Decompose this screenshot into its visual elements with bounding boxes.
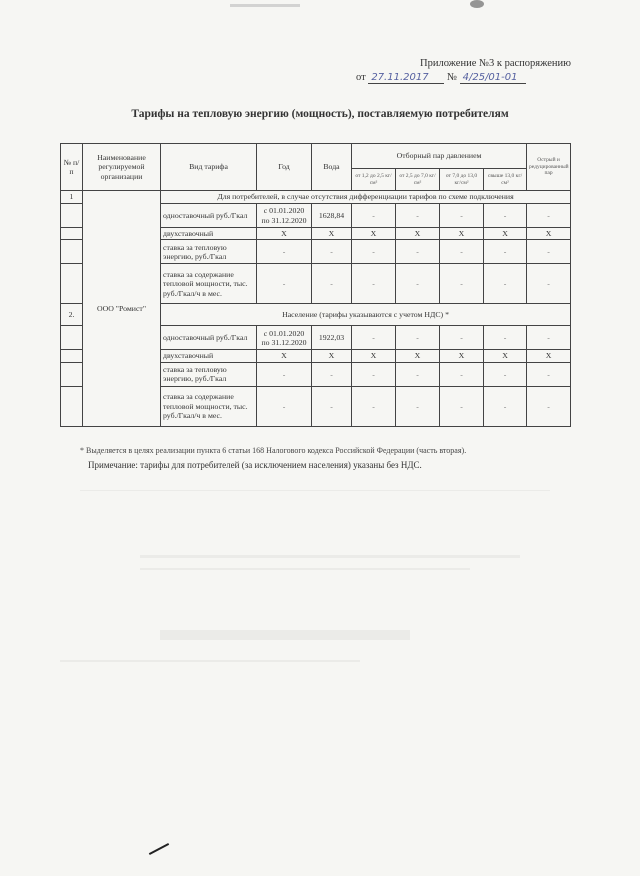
year-cell: с 01.01.2020 по 31.12.2020	[257, 326, 312, 350]
show-through-artifact	[140, 555, 520, 558]
pressure-cell: X	[396, 228, 440, 240]
pressure-cell: -	[396, 240, 440, 264]
pressure-cell: -	[440, 362, 484, 386]
sharp-steam-cell: -	[527, 204, 571, 228]
organization-name: ООО "Ромист"	[83, 191, 161, 427]
tariff-type-cell: ставка за содержание тепловой мощности, тыс. руб./Гкал/ч в мес.	[161, 264, 257, 304]
tariff-type-cell: ставка за тепловую энергию, руб./Гкал	[161, 362, 257, 386]
water-cell: -	[312, 264, 352, 304]
year-cell: -	[257, 240, 312, 264]
handwritten-date: 27.11.2017	[368, 72, 444, 84]
header-pressure-4: свыше 13,0 кг/см²	[484, 169, 527, 191]
section-title: Для потребителей, в случае отсутствия дифференциации тарифов по схеме подключения	[161, 191, 571, 204]
pressure-cell: -	[440, 204, 484, 228]
pressure-cell: -	[484, 204, 527, 228]
tariff-type-cell: одноставочный руб./Гкал	[161, 326, 257, 350]
pressure-cell: -	[352, 204, 396, 228]
pressure-cell: X	[352, 228, 396, 240]
pressure-cell: X	[440, 228, 484, 240]
header-org: Наименование регулируемой организации	[83, 144, 161, 191]
pressure-cell: -	[396, 264, 440, 304]
section-number: 2.	[61, 304, 83, 326]
show-through-artifact	[160, 630, 410, 640]
water-cell: -	[312, 240, 352, 264]
pressure-cell: -	[352, 326, 396, 350]
sharp-steam-cell: -	[527, 326, 571, 350]
pressure-cell: -	[484, 240, 527, 264]
pressure-cell: -	[440, 240, 484, 264]
pressure-cell: -	[396, 386, 440, 426]
pressure-cell: -	[396, 362, 440, 386]
sharp-steam-cell: -	[527, 240, 571, 264]
pressure-cell: -	[484, 264, 527, 304]
pen-mark	[149, 843, 169, 855]
header-pressure-1: от 1,2 до 2,5 кг/см²	[352, 169, 396, 191]
vat-footnote: * Выделяется в целях реализации пункта 6 статьи 168 Налогового кодекса Российской Федерации (часть вторая).	[80, 446, 467, 455]
pressure-cell: -	[352, 362, 396, 386]
section-number: 1	[61, 191, 83, 204]
pressure-cell: X	[396, 350, 440, 362]
handwritten-order-number: 4/25/01-01	[460, 72, 526, 84]
show-through-artifact	[60, 660, 360, 662]
tariff-type-cell: двухставочный	[161, 350, 257, 362]
header-steam-group: Отборный пар давлением	[352, 144, 527, 169]
header-num: № п/п	[61, 144, 83, 191]
year-cell: X	[257, 228, 312, 240]
header-water: Вода	[312, 144, 352, 191]
pressure-cell: -	[440, 326, 484, 350]
water-cell: -	[312, 362, 352, 386]
tariff-table	[60, 143, 571, 427]
header-pressure-2: от 2,5 до 7,0 кг/см²	[396, 169, 440, 191]
header-pressure-3: от 7,0 до 13,0 кг/см²	[440, 169, 484, 191]
sharp-steam-cell: X	[527, 350, 571, 362]
pressure-cell: X	[484, 228, 527, 240]
pressure-cell: -	[396, 204, 440, 228]
year-cell: X	[257, 350, 312, 362]
document-title: Тарифы на тепловую энергию (мощность), поставляемую потребителям	[131, 108, 509, 120]
scan-artifact	[230, 4, 300, 7]
date-prefix: от	[356, 72, 366, 83]
water-cell: 1628,84	[312, 204, 352, 228]
tariff-type-cell: одноставочный руб./Гкал	[161, 204, 257, 228]
appendix-header: Приложение №3 к распоряжению	[420, 58, 571, 69]
tariff-type-cell: ставка за тепловую энергию, руб./Гкал	[161, 240, 257, 264]
pressure-cell: -	[484, 386, 527, 426]
pressure-cell: -	[440, 386, 484, 426]
sharp-steam-cell: -	[527, 386, 571, 426]
tariff-type-cell: двухставочный	[161, 228, 257, 240]
water-cell: X	[312, 350, 352, 362]
vat-note: Примечание: тарифы для потребителей (за исключением населения) указаны без НДС.	[88, 460, 422, 470]
section-title: Население (тарифы указываются с учетом НДС) *	[161, 304, 571, 326]
show-through-artifact	[140, 568, 470, 570]
pressure-cell: -	[352, 264, 396, 304]
year-cell: с 01.01.2020 по 31.12.2020	[257, 204, 312, 228]
sharp-steam-cell: X	[527, 228, 571, 240]
sharp-steam-cell: -	[527, 264, 571, 304]
pressure-cell: -	[352, 386, 396, 426]
water-cell: X	[312, 228, 352, 240]
pressure-cell: -	[396, 326, 440, 350]
pressure-cell: X	[352, 350, 396, 362]
order-reference-line	[356, 72, 526, 84]
pressure-cell: -	[352, 240, 396, 264]
year-cell: -	[257, 362, 312, 386]
show-through-artifact	[80, 490, 550, 491]
water-cell: -	[312, 386, 352, 426]
year-cell: -	[257, 264, 312, 304]
pressure-cell: X	[440, 350, 484, 362]
pressure-cell: -	[440, 264, 484, 304]
pressure-cell: -	[484, 326, 527, 350]
section-row	[61, 191, 571, 204]
pressure-cell: -	[484, 362, 527, 386]
header-year: Год	[257, 144, 312, 191]
table-header-row	[61, 144, 571, 169]
scan-artifact	[470, 0, 484, 8]
header-tariff-type: Вид тарифа	[161, 144, 257, 191]
sharp-steam-cell: -	[527, 362, 571, 386]
header-sharp-steam: Острый и редуцированный пар	[527, 144, 571, 191]
number-prefix: №	[446, 72, 457, 83]
pressure-cell: X	[484, 350, 527, 362]
year-cell: -	[257, 386, 312, 426]
water-cell: 1922,03	[312, 326, 352, 350]
tariff-type-cell: ставка за содержание тепловой мощности, тыс. руб./Гкал/ч в мес.	[161, 386, 257, 426]
